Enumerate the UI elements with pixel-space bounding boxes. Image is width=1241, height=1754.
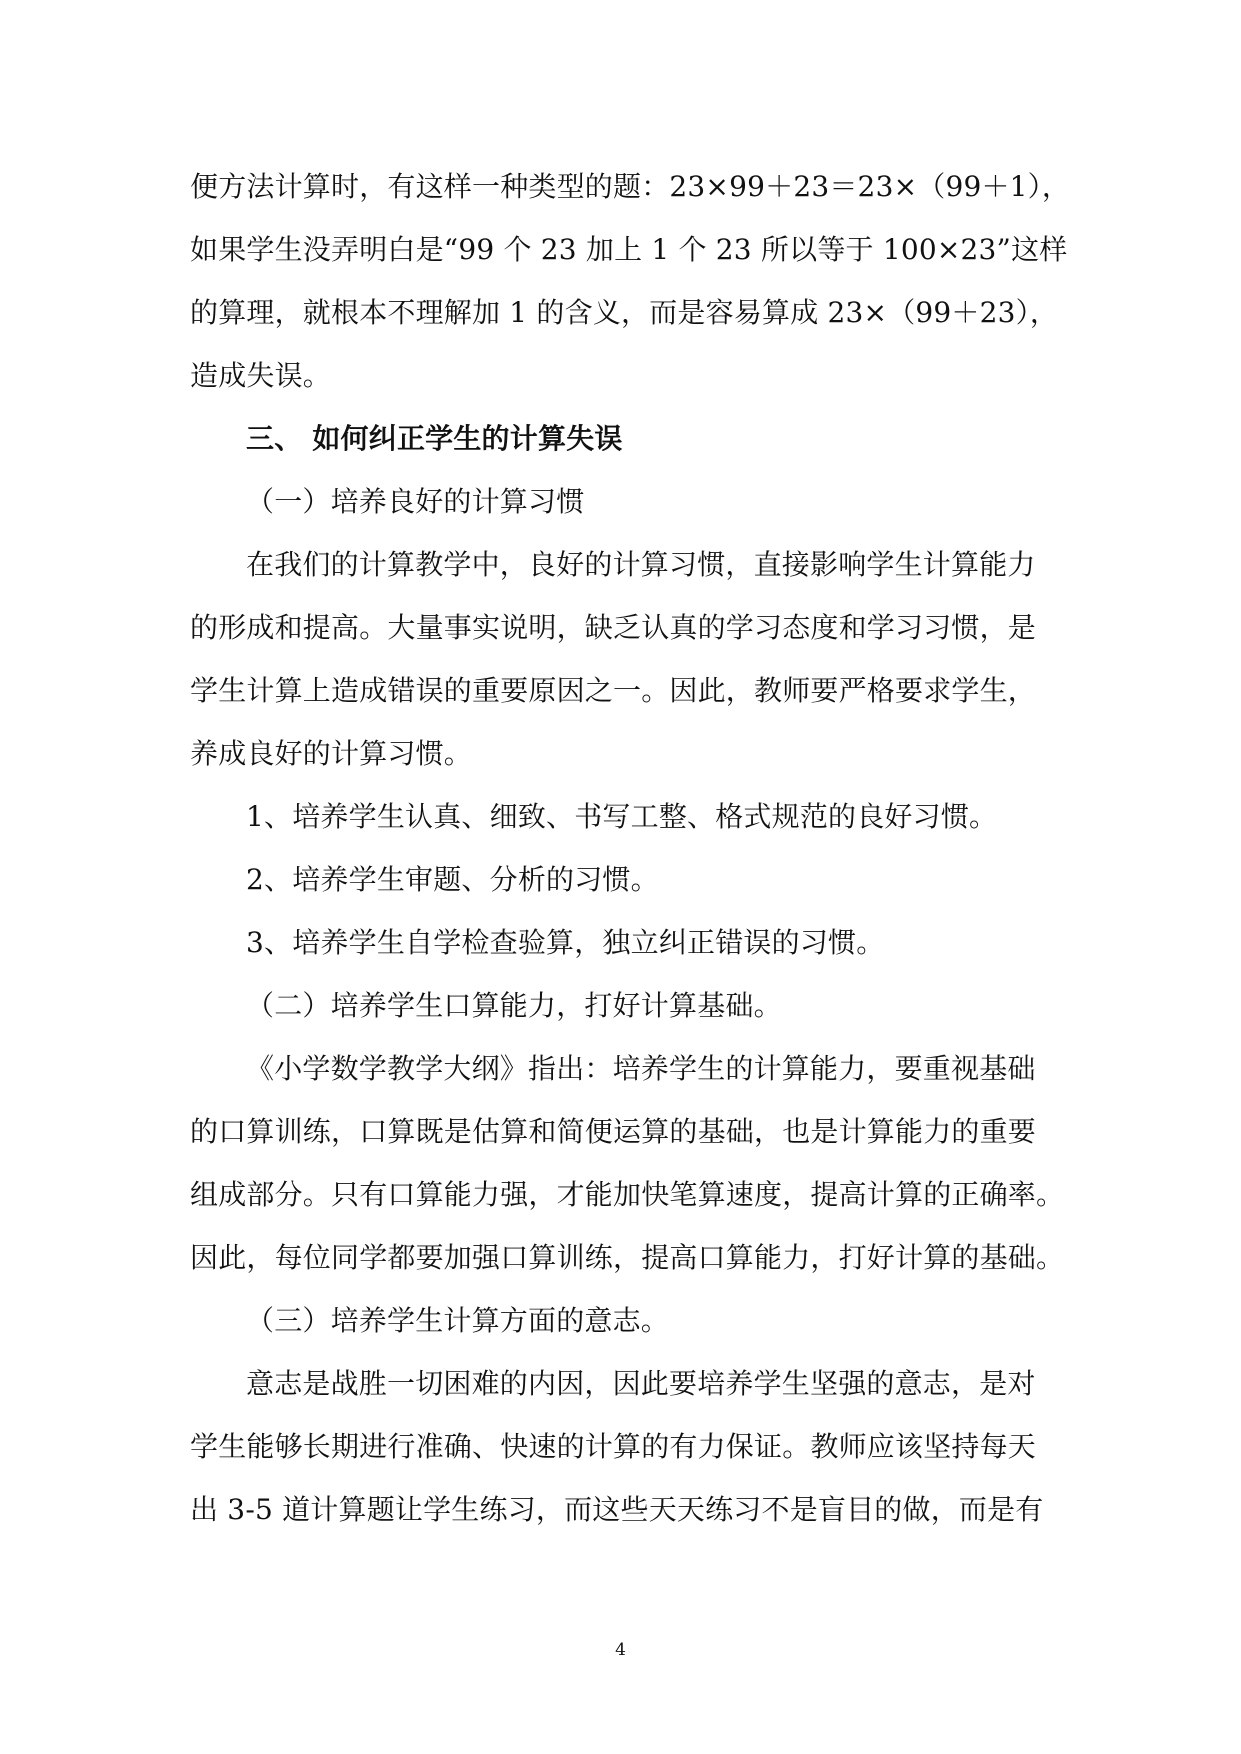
paragraph-line: 学生能够长期进行准确、快速的计算的有力保证。教师应该坚持每天 (190, 1430, 1037, 1463)
paragraph-line: 造成失误。 (190, 359, 332, 392)
paragraph-line: 如果学生没弄明白是“99 个 23 加上 1 个 23 所以等于 100×23”这样 (190, 233, 1068, 266)
paragraph-line: 在我们的计算教学中，良好的计算习惯，直接影响学生计算能力 (246, 548, 1036, 581)
page-number: 4 (615, 1640, 626, 1660)
paragraph-line: 意志是战胜一切困难的内因，因此要培养学生坚强的意志，是对 (246, 1367, 1036, 1400)
paragraph-line: 《小学数学教学大纲》指出：培养学生的计算能力，要重视基础 (246, 1052, 1036, 1085)
paragraph-line: 学生计算上造成错误的重要原因之一。因此，教师要严格要求学生， (190, 674, 1037, 707)
list-item: 1、培养学生认真、细致、书写工整、格式规范的良好习惯。 (246, 800, 998, 833)
subsection-heading: （二）培养学生口算能力，打好计算基础。 (246, 989, 782, 1022)
paragraph-line: 组成部分。只有口算能力强，才能加快笔算速度，提高计算的正确率。 (190, 1178, 1065, 1211)
paragraph-line: 的算理，就根本不理解加 1 的含义，而是容易算成 23×（99＋23）， (190, 296, 1059, 329)
subsection-heading: （一）培养良好的计算习惯 (246, 485, 585, 518)
paragraph-line: 的形成和提高。大量事实说明，缺乏认真的学习态度和学习习惯，是 (190, 611, 1037, 644)
paragraph-line: 养成良好的计算习惯。 (190, 737, 473, 770)
list-item: 2、培养学生审题、分析的习惯。 (246, 863, 659, 896)
paragraph-line: 的口算训练，口算既是估算和简便运算的基础，也是计算能力的重要 (190, 1115, 1037, 1148)
paragraph-line: 便方法计算时，有这样一种类型的题：23×99＋23＝23×（99＋1）， (190, 170, 1071, 203)
subsection-heading: （三）培养学生计算方面的意志。 (246, 1304, 670, 1337)
section-heading: 三、 如何纠正学生的计算失误 (246, 422, 623, 455)
paragraph-line: 出 3-5 道计算题让学生练习，而这些天天练习不是盲目的做，而是有 (190, 1493, 1044, 1526)
list-item: 3、培养学生自学检查验算，独立纠正错误的习惯。 (246, 926, 885, 959)
paragraph-line: 因此，每位同学都要加强口算训练，提高口算能力，打好计算的基础。 (190, 1241, 1065, 1274)
